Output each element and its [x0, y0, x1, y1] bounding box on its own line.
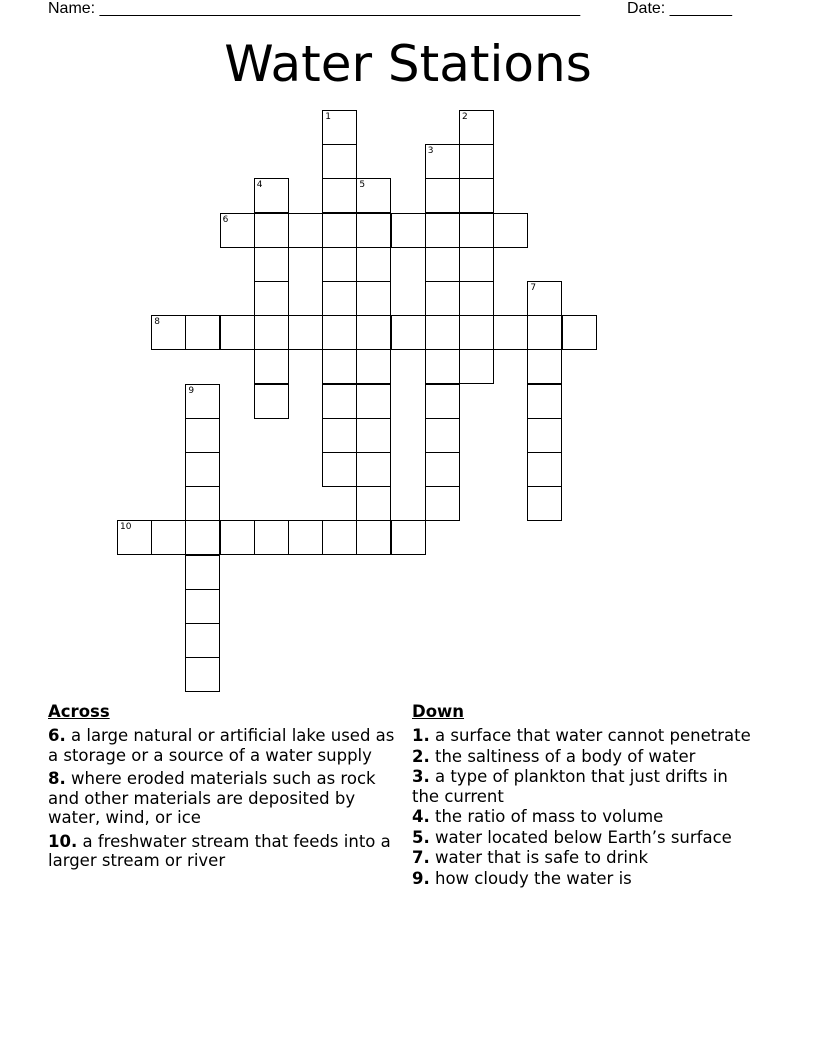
- crossword-cell[interactable]: [459, 110, 494, 145]
- crossword-cell[interactable]: [425, 281, 460, 316]
- crossword-cell[interactable]: [185, 418, 220, 453]
- crossword-cell[interactable]: [322, 247, 357, 282]
- clue-across-10: [48, 832, 406, 871]
- crossword-cell[interactable]: [254, 281, 289, 316]
- crossword-cell[interactable]: [185, 315, 220, 350]
- crossword-cell[interactable]: [527, 486, 562, 521]
- crossword-cell[interactable]: [254, 315, 289, 350]
- clue-number: 1.: [412, 726, 430, 745]
- crossword-cell[interactable]: [425, 384, 460, 419]
- crossword-cell[interactable]: [322, 213, 357, 248]
- crossword-cell[interactable]: [288, 520, 323, 555]
- across-clues: [48, 702, 406, 875]
- clue-down-7: [412, 848, 752, 868]
- clue-number: 7.: [412, 848, 430, 867]
- crossword-cell[interactable]: [322, 418, 357, 453]
- clue-down-9: [412, 869, 752, 889]
- crossword-cell[interactable]: [151, 315, 186, 350]
- clue-number: 2.: [412, 746, 430, 766]
- crossword-cell[interactable]: [425, 178, 460, 213]
- crossword-cell[interactable]: [151, 520, 186, 555]
- crossword-cell[interactable]: [562, 315, 597, 350]
- clue-across-8: [48, 769, 406, 828]
- crossword-cell[interactable]: [117, 520, 152, 555]
- clue-text: a surface that water cannot penetrate: [435, 726, 751, 745]
- clue-number: 10.: [48, 831, 78, 851]
- clue-number-label: 4: [256, 180, 263, 191]
- crossword-cell[interactable]: [220, 520, 255, 555]
- crossword-cell[interactable]: [322, 349, 357, 384]
- crossword-cell[interactable]: [459, 178, 494, 213]
- crossword-cell[interactable]: [356, 247, 391, 282]
- crossword-cell[interactable]: [185, 520, 220, 555]
- crossword-cell[interactable]: [425, 418, 460, 453]
- crossword-cell[interactable]: [425, 213, 460, 248]
- clue-text: the saltiness of a body of water: [435, 746, 696, 766]
- crossword-cell[interactable]: [356, 213, 391, 248]
- crossword-cell[interactable]: [356, 452, 391, 487]
- crossword-cell[interactable]: [254, 247, 289, 282]
- page-title: Water Stations: [224, 35, 592, 93]
- clue-text: a freshwater stream that feeds into a larger stream or river: [48, 831, 391, 870]
- clue-text: a large natural or artificial lake used as a storage or a source of a water supply: [48, 726, 395, 765]
- crossword-cell[interactable]: [356, 384, 391, 419]
- clue-number-label: 8: [154, 317, 160, 328]
- crossword-cell[interactable]: [254, 349, 289, 384]
- clue-across-6: [48, 726, 406, 765]
- crossword-cell[interactable]: [459, 349, 494, 384]
- clue-number-label: 2: [462, 112, 468, 122]
- crossword-cell[interactable]: [185, 384, 220, 419]
- crossword-cell[interactable]: [322, 384, 357, 419]
- clue-text: water located below Earth’s surface: [435, 827, 732, 847]
- clue-down-5: [412, 828, 752, 848]
- clue-number: 9.: [412, 868, 430, 888]
- crossword-cell[interactable]: [527, 315, 562, 350]
- crossword-cell[interactable]: [322, 144, 357, 179]
- crossword-cell[interactable]: [322, 110, 357, 145]
- crossword-cell[interactable]: [425, 247, 460, 282]
- crossword-cell[interactable]: [459, 281, 494, 316]
- clue-text: a type of plankton that just drifts in the current: [412, 767, 728, 806]
- crossword-cell[interactable]: [425, 349, 460, 384]
- crossword-cell[interactable]: [254, 213, 289, 248]
- clue-number: 8.: [48, 769, 66, 788]
- crossword-cell[interactable]: [356, 315, 391, 350]
- crossword-cell[interactable]: [185, 623, 220, 658]
- clue-down-2: [412, 747, 752, 767]
- down-clues: [412, 702, 752, 889]
- crossword-cell[interactable]: [254, 520, 289, 555]
- crossword-cell[interactable]: [391, 315, 426, 350]
- crossword-cell[interactable]: [459, 213, 494, 248]
- clue-number-label: 9: [188, 385, 195, 396]
- crossword-cell[interactable]: [459, 144, 494, 179]
- clue-number-label: 6: [222, 214, 229, 225]
- date-field[interactable]: Date: _______: [627, 0, 732, 17]
- clue-number-label: 3: [427, 146, 434, 157]
- crossword-cell[interactable]: [356, 178, 391, 213]
- clue-down-1: [412, 726, 752, 746]
- crossword-cell[interactable]: [493, 315, 528, 350]
- crossword-cell[interactable]: [527, 418, 562, 453]
- crossword-cell[interactable]: [254, 178, 289, 213]
- crossword-cell[interactable]: [288, 315, 323, 350]
- crossword-cell[interactable]: [425, 452, 460, 487]
- crossword-cell[interactable]: [493, 213, 528, 248]
- crossword-cell[interactable]: [322, 315, 357, 350]
- clue-down-3: [412, 767, 752, 806]
- crossword-cell[interactable]: [425, 144, 460, 179]
- crossword-cell[interactable]: [220, 315, 255, 350]
- clue-text: water that is safe to drink: [435, 848, 649, 867]
- across-heading: Across: [48, 702, 110, 721]
- crossword-cell[interactable]: [425, 315, 460, 350]
- down-heading: Down: [412, 702, 465, 721]
- crossword-cell[interactable]: [459, 247, 494, 282]
- crossword-cell[interactable]: [356, 486, 391, 521]
- clue-down-4: [412, 807, 752, 827]
- clue-number: 5.: [412, 827, 430, 847]
- clue-number-label: 10: [120, 522, 132, 533]
- crossword-cell[interactable]: [185, 486, 220, 521]
- name-field[interactable]: Name: ______________________________________________________: [48, 0, 581, 17]
- clue-text: where eroded materials such as rock and other materials are deposited by water, wind, or ice: [48, 769, 376, 827]
- crossword-cell[interactable]: [527, 281, 562, 316]
- crossword-cell[interactable]: [356, 418, 391, 453]
- crossword-cell[interactable]: [391, 213, 426, 248]
- crossword-cell[interactable]: [185, 452, 220, 487]
- crossword-cell[interactable]: [459, 315, 494, 350]
- clue-number-label: 5: [359, 180, 366, 191]
- crossword-cell[interactable]: [356, 349, 391, 384]
- crossword-cell[interactable]: [322, 452, 357, 487]
- clue-text: how cloudy the water is: [435, 868, 632, 888]
- crossword-cell[interactable]: [185, 555, 220, 590]
- crossword-cell[interactable]: [185, 589, 220, 624]
- crossword-cell[interactable]: [288, 213, 323, 248]
- clue-number-label: 1: [325, 112, 331, 122]
- clue-text: the ratio of mass to volume: [435, 807, 664, 826]
- crossword-cell[interactable]: [356, 281, 391, 316]
- crossword-cell[interactable]: [322, 520, 357, 555]
- crossword-cell[interactable]: [527, 349, 562, 384]
- crossword-cell[interactable]: [425, 486, 460, 521]
- crossword-cell[interactable]: [391, 520, 426, 555]
- crossword-cell[interactable]: [527, 384, 562, 419]
- crossword-cell[interactable]: [254, 384, 289, 419]
- clue-number: 3.: [412, 767, 430, 786]
- clue-number-label: 7: [530, 283, 537, 293]
- crossword-cell[interactable]: [322, 178, 357, 213]
- crossword-cell[interactable]: [185, 657, 220, 692]
- crossword-cell[interactable]: [527, 452, 562, 487]
- clue-number: 6.: [48, 726, 66, 745]
- clue-number: 4.: [412, 807, 430, 826]
- crossword-cell[interactable]: [220, 213, 255, 248]
- crossword-cell[interactable]: [322, 281, 357, 316]
- crossword-cell[interactable]: [356, 520, 391, 555]
